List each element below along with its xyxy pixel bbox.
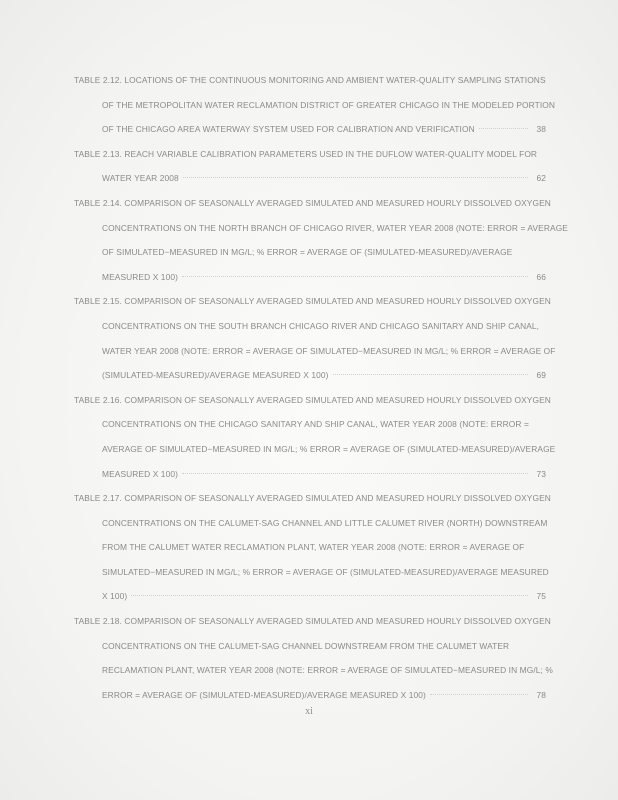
toc-entry-line: [74, 462, 546, 487]
toc-entry-line: [74, 314, 546, 339]
toc-entry-text: (SIMULATED-MEASURED)/AVERAGE MEASURED X 100): [102, 370, 329, 381]
toc-entry-text: OF THE CHICAGO AREA WATERWAY SYSTEM USED FOR CALIBRATION AND VERIFICATION: [102, 124, 475, 135]
toc-entry-line: [74, 166, 546, 191]
toc-page-number: 66: [536, 271, 546, 282]
toc-entry-text: CONCENTRATIONS ON THE SOUTH BRANCH CHICAGO RIVER AND CHICAGO SANITARY AND SHIP CANAL,: [102, 320, 540, 331]
toc-entry-line: [74, 363, 546, 388]
toc-entry-text: CONCENTRATIONS ON THE NORTH BRANCH OF CHICAGO RIVER, WATER YEAR 2008 (NOTE: ERROR = AVERAGE: [102, 222, 568, 233]
toc-entry[interactable]: [74, 609, 553, 707]
dot-leader: [183, 177, 528, 178]
toc-entry-line: [74, 560, 549, 585]
toc-entry-line: [74, 289, 551, 314]
dot-leader: [430, 694, 528, 695]
toc-entry-text: TABLE 2.12. LOCATIONS OF THE CONTINUOUS MONITORING AND AMBIENT WATER-QUALITY SAMPLING STATIONS: [74, 75, 546, 85]
toc-entry-text: OF SIMULATED−MEASURED IN MG/L; % ERROR = AVERAGE OF (SIMULATED-MEASURED)/AVERAGE: [102, 247, 513, 258]
toc-page-number: 78: [536, 689, 546, 700]
toc-entry-line: [74, 93, 556, 118]
toc-page-number: 75: [536, 591, 546, 602]
toc-entry-line: [74, 117, 546, 142]
toc-page-number: 38: [536, 124, 546, 135]
toc-entry[interactable]: [74, 388, 556, 486]
toc-entry-line: [74, 634, 546, 659]
toc-entry-line: [74, 68, 546, 93]
toc-entry-line: [74, 265, 546, 290]
toc-entry-line: [74, 240, 546, 265]
toc-entry-line: [74, 486, 551, 511]
toc-entry-text: CONCENTRATIONS ON THE CALUMET-SAG CHANNEL DOWNSTREAM FROM THE CALUMET WATER: [102, 640, 510, 651]
toc-entry-line: [74, 535, 546, 560]
dot-leader: [131, 595, 528, 596]
toc-entry-text: WATER YEAR 2008 (NOTE: ERROR = AVERAGE OF SIMULATED−MEASURED IN MG/L; % ERROR = AVERAGE OF: [102, 345, 556, 356]
toc-entry-text: AVERAGE OF SIMULATED−MEASURED IN MG/L; % ERROR = AVERAGE OF (SIMULATED-MEASURED)/AVERAGE: [102, 443, 556, 454]
toc-entry-line: [74, 142, 546, 167]
toc-entry-line: [74, 437, 556, 462]
list-of-tables: [74, 68, 568, 707]
toc-entry-text: ERROR = AVERAGE OF (SIMULATED-MEASURED)/AVERAGE MEASURED X 100): [102, 689, 426, 700]
toc-entry-text: TABLE 2.17. COMPARISON OF SEASONALLY AVERAGED SIMULATED AND MEASURED HOURLY DISSOLVED OXYGEN: [74, 493, 551, 504]
dot-leader: [182, 473, 528, 474]
dot-leader: [182, 276, 528, 277]
toc-entry-text: TABLE 2.13. REACH VARIABLE CALIBRATION PARAMETERS USED IN THE DUFLOW WATER-QUALITY MODEL FOR: [74, 148, 538, 159]
toc-entry-text: RECLAMATION PLANT, WATER YEAR 2008 (NOTE: ERROR = AVERAGE OF SIMULATED−MEASURED IN MG/L; %: [102, 665, 553, 676]
toc-entry-text: TABLE 2.15. COMPARISON OF SEASONALLY AVERAGED SIMULATED AND MEASURED HOURLY DISSOLVED OXYGEN: [74, 296, 551, 307]
toc-entry-line: [74, 511, 546, 536]
toc-entry-text: CONCENTRATIONS ON THE CALUMET-SAG CHANNEL AND LITTLE CALUMET RIVER (NORTH) DOWNSTREAM: [102, 517, 548, 528]
toc-entry-text: TABLE 2.18. COMPARISON OF SEASONALLY AVERAGED SIMULATED AND MEASURED HOURLY DISSOLVED OXYGEN: [74, 616, 551, 627]
toc-entry-text: WATER YEAR 2008: [102, 173, 179, 184]
toc-entry-line: [74, 412, 546, 437]
dot-leader: [479, 128, 528, 129]
toc-entry-line: [74, 191, 551, 216]
page-number: xi: [305, 706, 313, 717]
toc-entry-line: [74, 584, 546, 609]
toc-entry-text: TABLE 2.16. COMPARISON OF SEASONALLY AVERAGED SIMULATED AND MEASURED HOURLY DISSOLVED OXYGEN: [74, 394, 551, 405]
toc-entry-line: [74, 609, 551, 634]
toc-entry[interactable]: [74, 289, 556, 387]
toc-page-number: 73: [536, 468, 546, 479]
toc-page-number: 62: [536, 173, 546, 184]
toc-entry-text: OF THE METROPOLITAN WATER RECLAMATION DISTRICT OF GREATER CHICAGO IN THE MODELED PORTION: [102, 99, 556, 110]
toc-entry-text: CONCENTRATIONS ON THE CHICAGO SANITARY AND SHIP CANAL, WATER YEAR 2008 (NOTE: ERROR =: [102, 419, 529, 430]
toc-entry-line: [74, 388, 551, 413]
toc-entry[interactable]: [74, 191, 568, 289]
toc-entry-line: [74, 683, 546, 708]
toc-entry-text: MEASURED X 100): [102, 468, 178, 479]
toc-entry[interactable]: [74, 486, 551, 609]
toc-entry-line: [74, 339, 556, 364]
toc-entry-text: SIMULATED−MEASURED IN MG/L; % ERROR = AVERAGE OF (SIMULATED-MEASURED)/AVERAGE MEASURED: [102, 566, 549, 577]
dot-leader: [333, 374, 528, 375]
toc-entry-text: FROM THE CALUMET WATER RECLAMATION PLANT, WATER YEAR 2008 (NOTE: ERROR = AVERAGE OF: [102, 542, 525, 553]
toc-page-number: 69: [536, 370, 546, 381]
toc-entry[interactable]: [74, 68, 556, 142]
toc-entry[interactable]: [74, 142, 546, 191]
toc-entry-line: [74, 658, 553, 683]
toc-entry-text: TABLE 2.14. COMPARISON OF SEASONALLY AVERAGED SIMULATED AND MEASURED HOURLY DISSOLVED OXYGEN: [74, 197, 551, 208]
toc-entry-line: [74, 216, 568, 241]
toc-entry-text: MEASURED X 100): [102, 271, 178, 282]
toc-entry-text: X 100): [102, 591, 128, 602]
